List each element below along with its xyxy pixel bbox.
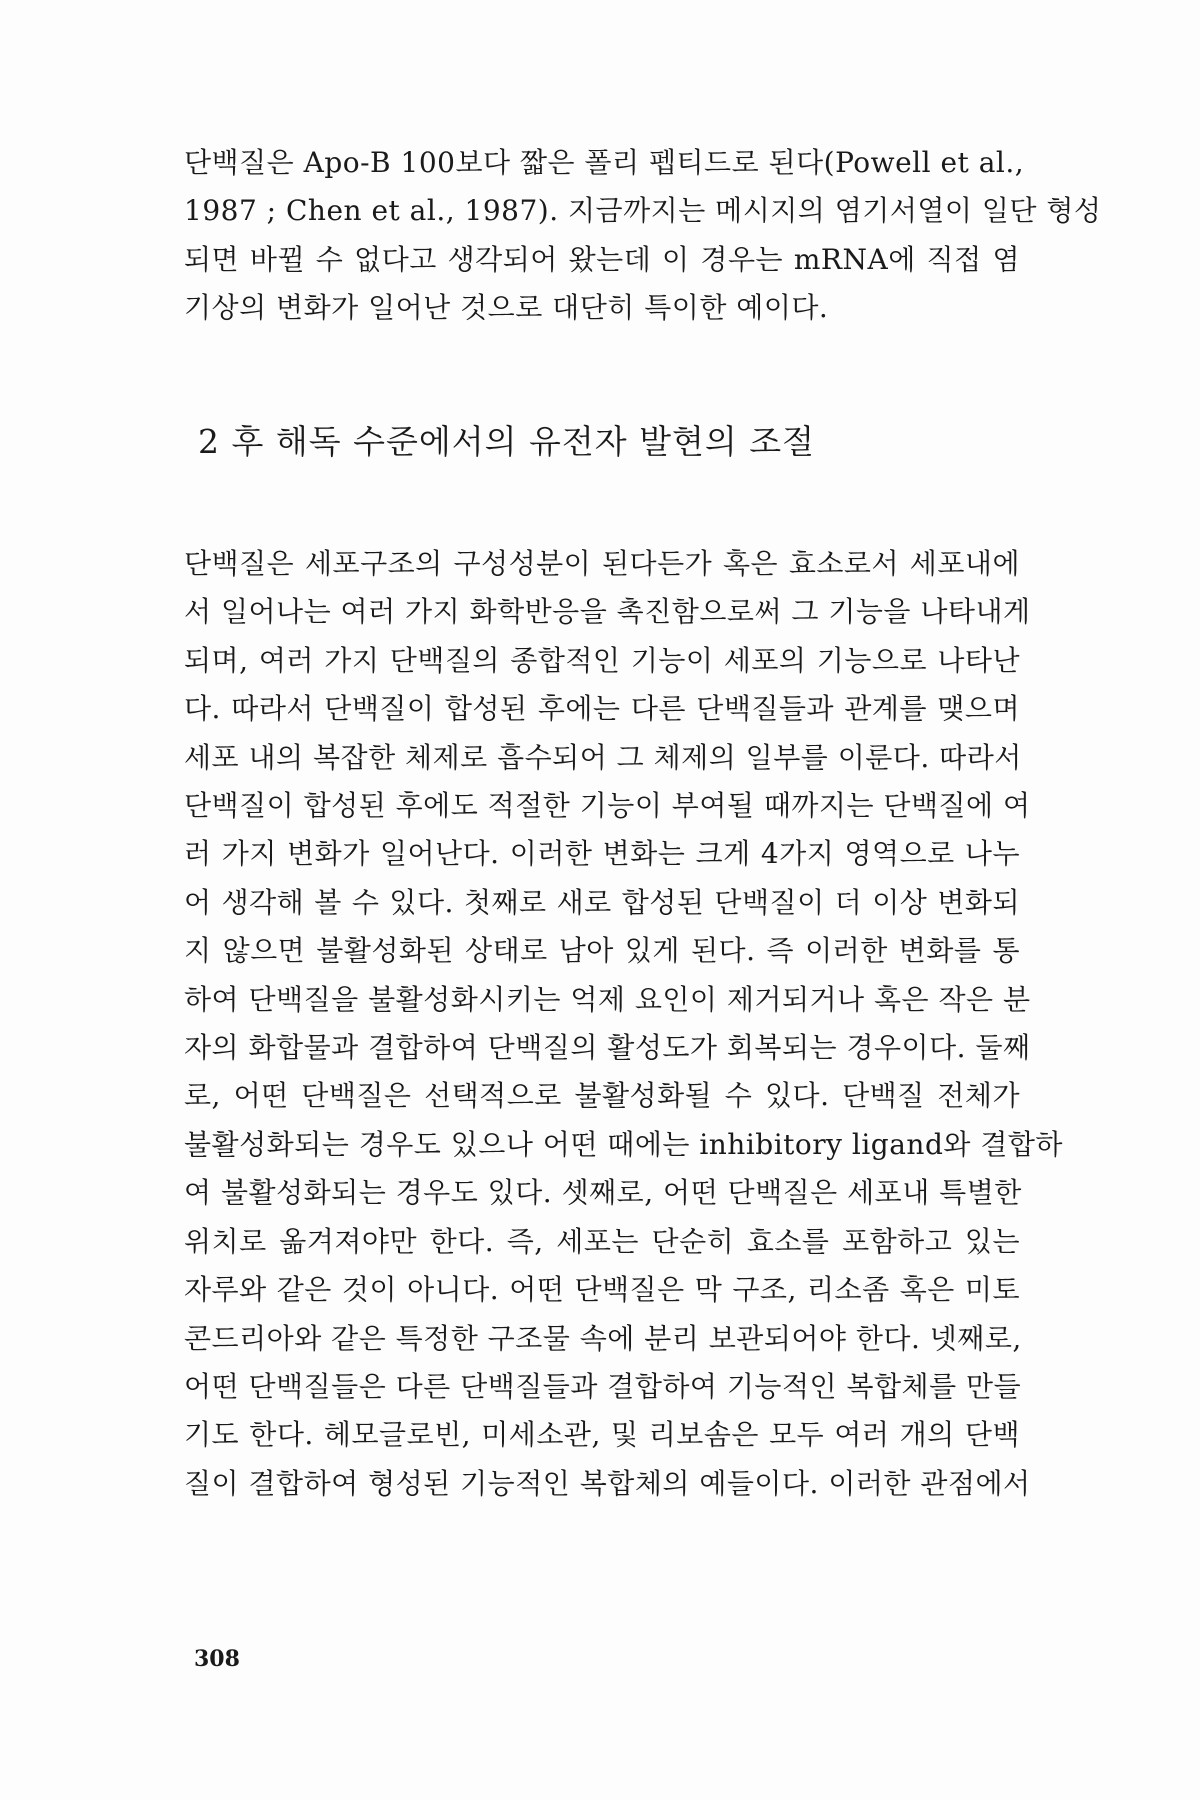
body-line-13: 불활성화되는 경우도 있으나 어떤 때에는 inhibitory ligand와 결합하: [184, 1127, 1063, 1161]
body-line-3: 되며, 여러 가지 단백질의 종합적인 기능이 세포의 기능으로 나타난: [184, 643, 1020, 677]
body-line-19: 기도 한다. 헤모글로빈, 미세소관, 및 리보솜은 모두 여러 개의 단백: [184, 1418, 1020, 1452]
body-line-1: 단백질은 세포구조의 구성성분이 된다든가 혹은 효소로서 세포내에: [184, 547, 1020, 580]
body-line-18: 어떤 단백질들은 다른 단백질들과 결합하여 기능적인 복합체를 만들: [184, 1369, 1022, 1403]
intro-line-4: 기상의 변화가 일어난 것으로 대단히 특이한 예이다.: [184, 291, 829, 325]
intro-line-1: 단백질은 Apo-B 100보다 짧은 폴리 펩티드로 된다(Powell et al.,: [184, 146, 1025, 179]
body-line-4: 다. 따라서 단백질이 합성된 후에는 다른 단백질들과 관계를 맺으며: [184, 692, 1020, 726]
body-line-11: 자의 화합물과 결합하여 단백질의 활성도가 회복되는 경우이다. 둘째: [184, 1031, 1031, 1065]
page-number: 308: [194, 1646, 240, 1672]
body-line-17: 콘드리아와 같은 특정한 구조물 속에 분리 보관되어야 한다. 넷째로,: [184, 1321, 1022, 1355]
body-line-15: 위치로 옮겨져야만 한다. 즉, 세포는 단순히 효소를 포함하고 있는: [184, 1224, 1020, 1258]
intro-line-2: 1987 ; Chen et al., 1987). 지금까지는 메시지의 염기서열이 일단 형성: [184, 194, 1102, 228]
section-heading: 2 후 해독 수준에서의 유전자 발현의 조절: [198, 422, 815, 461]
intro-paragraph: [184, 139, 1102, 333]
intro-line-3: 되면 바뀔 수 없다고 생각되어 왔는데 이 경우는 mRNA에 직접 염: [184, 242, 1020, 276]
body-line-9: 지 않으면 불활성화된 상태로 남아 있게 된다. 즉 이러한 변화를 통: [184, 934, 1020, 968]
body-line-12: 로, 어떤 단백질은 선택적으로 불활성화될 수 있다. 단백질 전체가: [184, 1079, 1020, 1113]
body-line-16: 자루와 같은 것이 아니다. 어떤 단백질은 막 구조, 리소좀 혹은 미토: [184, 1273, 1020, 1307]
body-line-6: 단백질이 합성된 후에도 적절한 기능이 부여될 때까지는 단백질에 여: [184, 789, 1031, 823]
body-line-20: 질이 결합하여 형성된 기능적인 복합체의 예들이다. 이러한 관점에서: [184, 1466, 1031, 1500]
body-line-5: 세포 내의 복잡한 체제로 흡수되어 그 체제의 일부를 이룬다. 따라서: [184, 740, 1022, 774]
body-paragraph: [184, 540, 1063, 1508]
body-line-2: 서 일어나는 여러 가지 화학반응을 촉진함으로써 그 기능을 나타내게: [184, 595, 1031, 629]
body-line-8: 어 생각해 볼 수 있다. 첫째로 새로 합성된 단백질이 더 이상 변화되: [184, 885, 1020, 919]
body-line-14: 여 불활성화되는 경우도 있다. 셋째로, 어떤 단백질은 세포내 특별한: [184, 1176, 1022, 1210]
body-line-10: 하여 단백질을 불활성화시키는 억제 요인이 제거되거나 혹은 작은 분: [184, 982, 1031, 1016]
body-line-7: 러 가지 변화가 일어난다. 이러한 변화는 크게 4가지 영역으로 나누: [184, 837, 1020, 871]
